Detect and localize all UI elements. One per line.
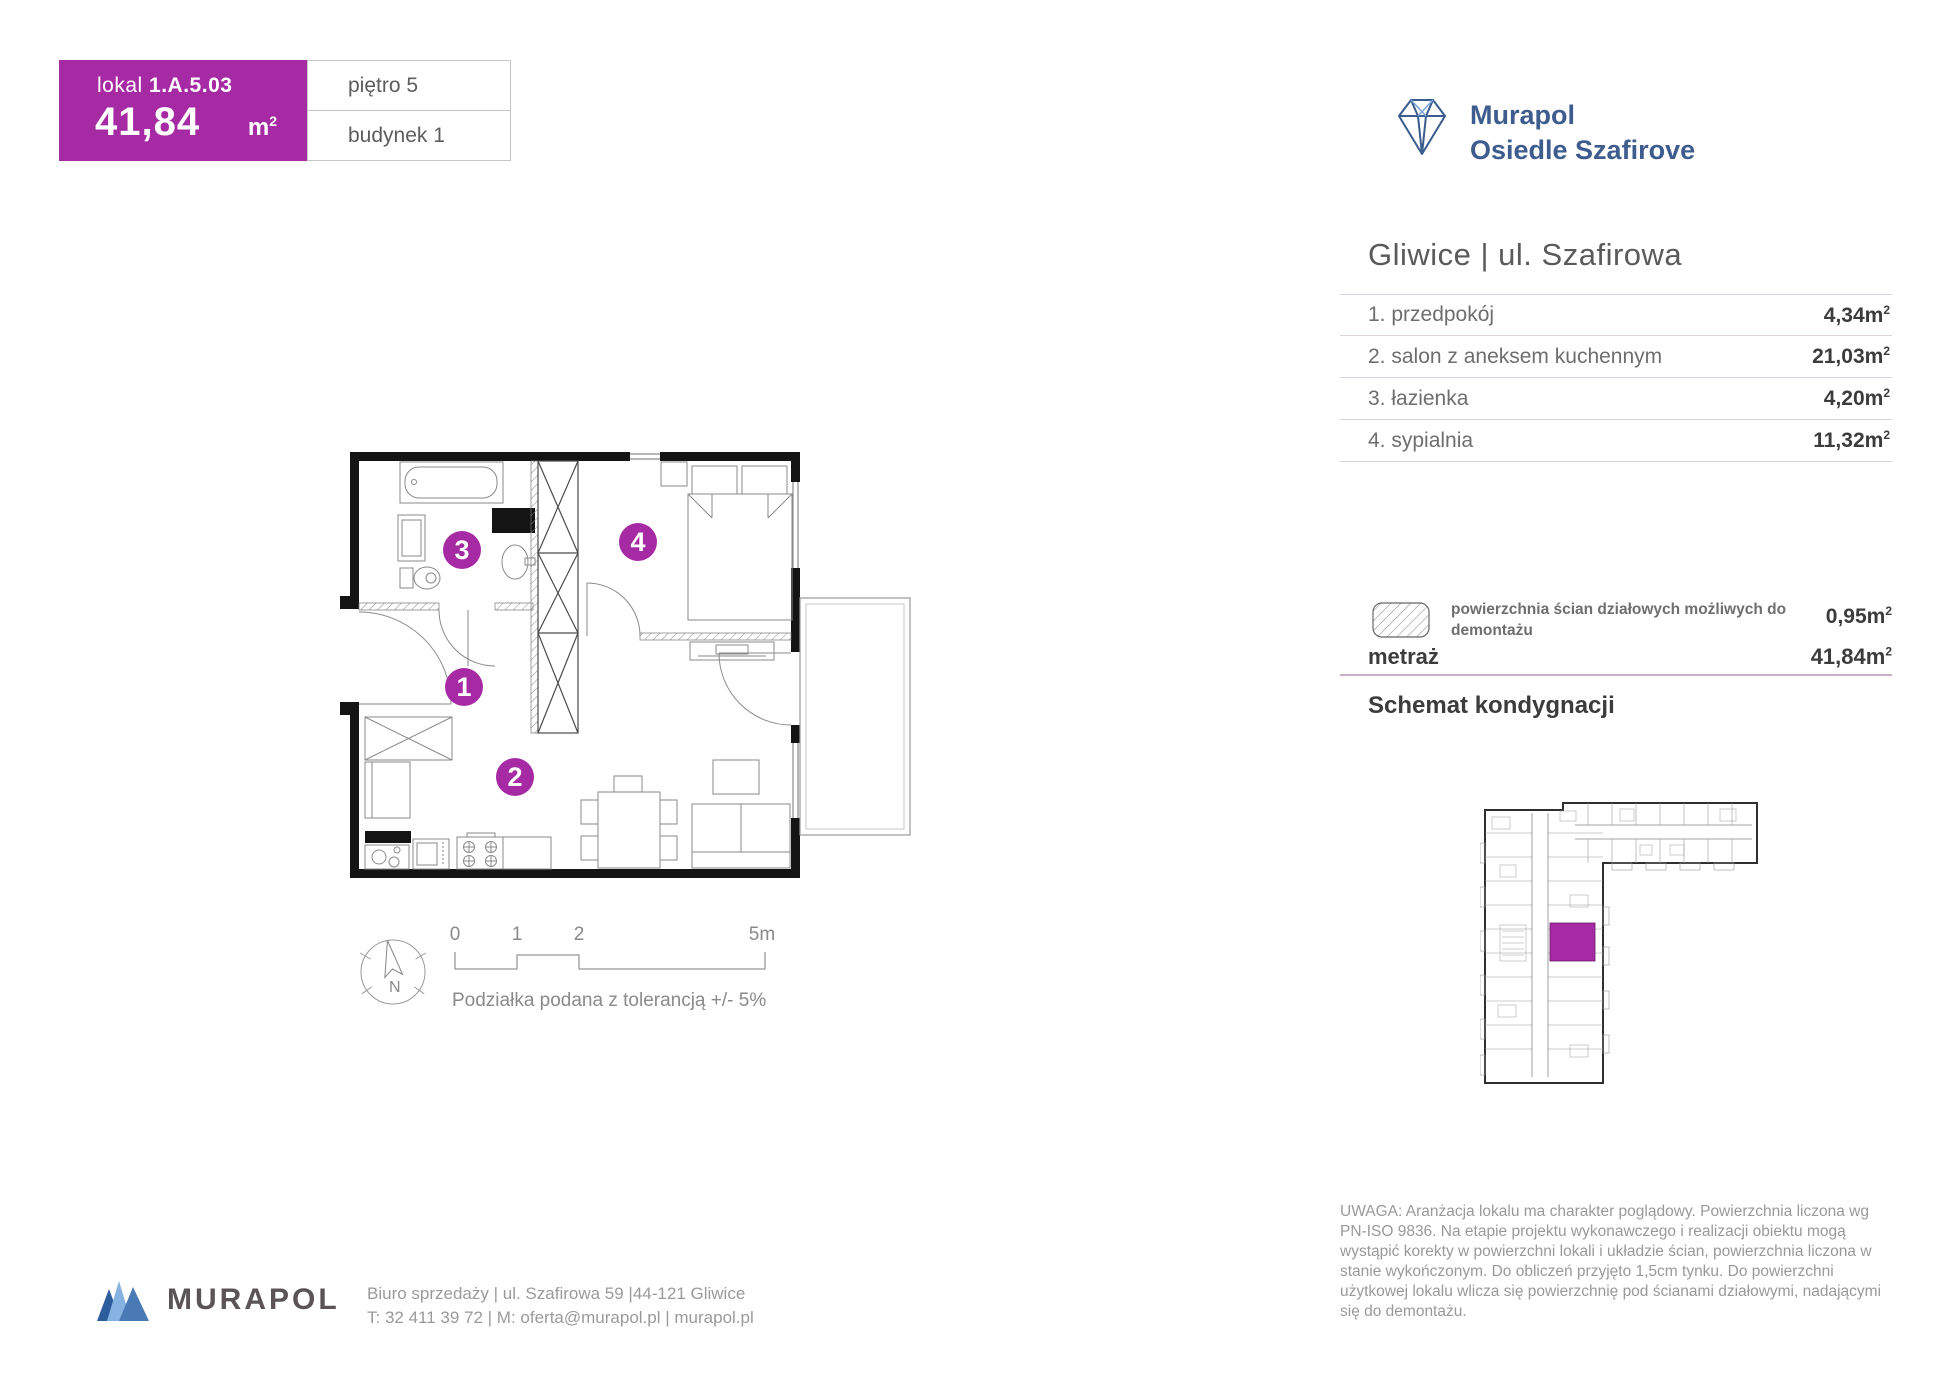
bathtub [400,462,503,503]
brand-line1: Murapol [1470,100,1575,130]
scale-bar [440,922,780,980]
diamond-logo-icon [1385,90,1461,166]
brand-name [1470,98,1695,168]
scale-tick-0: 0 [449,924,461,945]
scale-note: Podziałka podana z tolerancją +/- 5% [452,990,767,1011]
room-area: $21,03m^2$ [1812,344,1890,368]
footer-address-line1: Biuro sprzedaży | ul. Szafirowa 59 |44-121 Gliwice [367,1284,746,1303]
table-row [1340,336,1892,378]
unit-card [59,60,307,161]
room-label: 4. sypialnia [1368,428,1474,452]
floor-schematic-map [1480,795,1770,1095]
hatch-legend-value: $0,95m^2$ [1825,604,1892,628]
room-number-1: 1 [456,672,472,702]
compass-north-label: N [389,979,401,996]
unit-area-line [59,98,307,145]
dining-table [581,776,677,868]
unit-area-value: 41,84 [95,100,201,144]
hatch-swatch-icon [1372,602,1430,638]
schemat-heading: Schemat kondygnacji [1368,692,1615,719]
room-number-3: 3 [454,535,470,565]
bed [661,462,792,620]
lokal-label: lokal [97,74,143,97]
unit-number-line [59,60,307,98]
footer-brand [95,1276,340,1324]
metraz-row [1340,640,1892,676]
building-label: budynek 1 [348,124,445,147]
room-number-4: 4 [630,527,646,557]
brand-line2: Osiedle Szafirove [1470,135,1696,165]
compass-icon [352,926,434,1016]
room-area: $11,32m^2$ [1813,428,1890,452]
hall-wardrobe [365,717,452,818]
room-label: 2. salon z aneksem kuchennym [1368,344,1663,368]
room-number-2: 2 [507,762,523,792]
location-heading: Gliwice | ul. Szafirowa [1368,237,1683,272]
tv-stand [690,642,774,660]
lokal-number: 1.A.5.03 [149,74,233,97]
room-label: 3. łazienka [1368,386,1469,410]
footer-logo-text: MURAPOL [167,1283,340,1316]
sofa [692,760,790,868]
metraz-value: $41,84m^2$ [1810,644,1892,669]
scale-tick-2: 2 [573,924,585,945]
highlighted-unit [1550,923,1595,961]
washbasin-cabinet [398,515,425,561]
table-row [1340,294,1892,336]
wardrobe [538,461,578,733]
round-basin [502,545,535,579]
hatch-legend-label: powierzchnia ścian działowych możliwych do demontażu [1451,601,1787,639]
toilet [400,567,440,589]
metraz-label: metraż [1368,644,1439,669]
footer-address [367,1282,754,1330]
table-row [1340,420,1892,462]
footer-address-line2: T: 32 411 39 72 | M: oferta@murapol.pl | murapol.pl [367,1308,754,1327]
room-area: $4,34m^2$ [1823,302,1890,327]
room-table [1340,294,1892,462]
scale-tick-5m: 5m [748,924,776,945]
floor-building-card [307,60,511,161]
murapol-logo-icon [95,1276,153,1324]
room-label: 1. przedpokój [1368,303,1495,326]
unit-area-unit: $m^2$ [247,113,277,141]
floor-label: piętro 5 [308,61,510,111]
table-row [1340,378,1892,420]
scale-tick-1: 1 [511,924,523,945]
room-area: $4,20m^2$ [1823,386,1890,410]
legal-disclaimer: UWAGA: Aranżacja lokalu ma charakter poglądowy. Powierzchnia liczona wg PN-ISO 9836. Na etapie projektu wykonawczego i realizacji obiektu mogą wystąpić korekty w powierzchni lokali i układzie ścian, powierzchnia liczona w stanie wykończonym. Do obliczeń przyjęto 1,5cm tynku. Do powierzchni użytkowej lokalu wlicza się powierzchnię pod ścianami działowymi, nadającymi się do demontażu. [1340,1203,1882,1320]
apartment-floorplan [335,440,935,890]
balcony [800,598,910,835]
